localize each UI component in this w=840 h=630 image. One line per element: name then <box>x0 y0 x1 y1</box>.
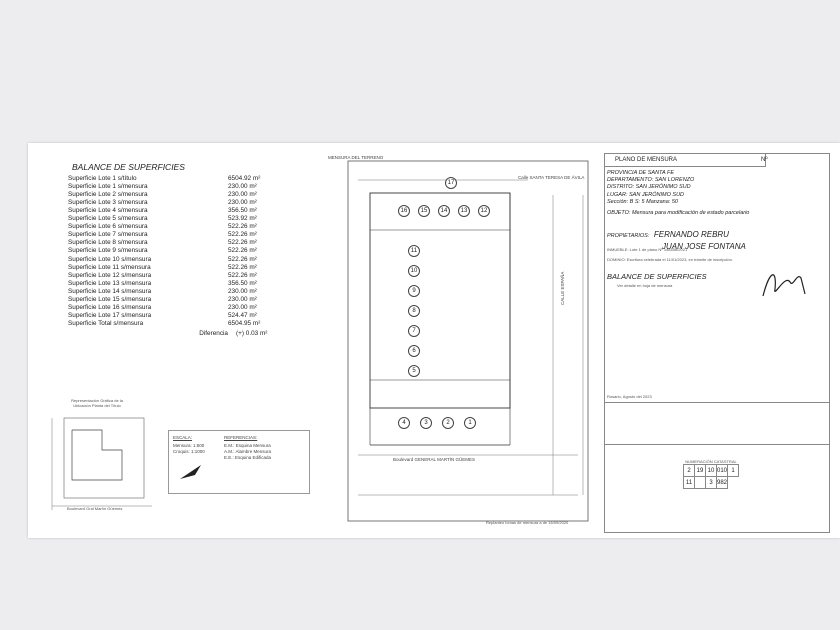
grid-header: NUMERACIÓN CATASTRAL <box>685 459 737 464</box>
balance-row-value: 6504.92 m² <box>228 175 261 183</box>
balance-row-label: Superficie Lote 7 s/mensura <box>68 231 148 239</box>
owner-2: JUAN JOSE FONTANA <box>662 242 746 251</box>
grid-cell: 982 <box>717 477 728 489</box>
location-map <box>42 410 162 515</box>
lot-number: 8 <box>408 305 420 317</box>
lot-number: 13 <box>458 205 470 217</box>
street-bottom: Boulevard GENERAL MARTÍN GÜEMES <box>393 457 476 462</box>
panel-line: DEPARTAMENTO: SAN LORENZO <box>607 177 695 184</box>
balance-table <box>68 163 318 338</box>
lot-number: 7 <box>408 325 420 337</box>
panel-line: PROVINCIA DE SANTA FE <box>607 170 675 176</box>
balance-row-label: Superficie Lote 6 s/mensura <box>68 223 148 231</box>
cadastral-grid <box>683 459 739 489</box>
balance-row <box>68 199 318 207</box>
ref-item-2: A.M.: Alambre Mensura <box>224 449 272 454</box>
lot-number: 15 <box>418 205 430 217</box>
balance-row-label: Superficie Lote 1 s/título <box>68 175 137 183</box>
mensura-label: MENSURA DEL TERRENO <box>328 155 384 160</box>
balance-row <box>68 215 318 223</box>
propietarios-label: PROPIETARIOS: <box>607 233 650 239</box>
lot-number: 1 <box>464 417 476 429</box>
street-right: CALLE ESPAÑA <box>560 271 565 305</box>
balance-row-label: Superficie Lote 8 s/mensura <box>68 239 148 247</box>
balance-row-value: 230.00 m² <box>228 303 257 311</box>
balance-row-label: Superficie Lote 3 s/mensura <box>68 199 148 207</box>
dominio-text: DOMINIO: Escritura celebrada el 11/01/2023, en trámite de inscripción. <box>607 257 733 262</box>
balance-row-label: Superficie Lote 4 s/mensura <box>68 207 148 215</box>
balance-row-value: 230.00 m² <box>228 191 257 199</box>
signature-icon <box>755 264 815 304</box>
balance-row-value: 356.50 m² <box>228 207 257 215</box>
balance-row-value: 523.92 m² <box>228 215 257 223</box>
panel-balance-sub: Ver detalle en hoja de mensura <box>617 283 673 288</box>
objeto-label: OBJETO: <box>607 210 631 216</box>
balance-row <box>68 312 318 320</box>
location-sketch <box>42 398 162 518</box>
difference-value: (+) 0.03 m² <box>236 329 268 337</box>
balance-row-label: Superficie Lote 1 s/mensura <box>68 183 148 191</box>
balance-row <box>68 239 318 247</box>
plan-footer-note: Replanteo lomas de mensura a de 16/09/2020 <box>486 520 569 525</box>
grid-cell: 2 <box>684 465 695 477</box>
balance-row-value: 522.26 m² <box>228 271 257 279</box>
balance-row-value: 522.26 m² <box>228 223 257 231</box>
street-top-right: Calle SANTA TERESA DE ÁVILA <box>518 175 585 180</box>
grid-cell: 3 <box>706 477 717 489</box>
balance-row-label: Superficie Lote 10 s/mensura <box>68 255 152 263</box>
location-title: Representación Gráfica de la Ubicación Planta del Título <box>71 398 123 408</box>
balance-row-label: Superficie Lote 2 s/mensura <box>68 191 148 199</box>
scale-value-1: Mensura: 1:600 <box>173 443 205 448</box>
ref-item-3: E.E.: Esquina Edificada <box>224 455 272 460</box>
balance-row-label: Superficie Lote 14 s/mensura <box>68 287 152 295</box>
balance-row-value: 230.00 m² <box>228 295 257 303</box>
lot-number: 6 <box>408 345 420 357</box>
panel-line: LUGAR: SAN JERÓNIMO SUD <box>607 191 685 198</box>
inmueble-text: INMUEBLE: Lote 1 de plano Nº 148456/2021 <box>607 247 688 252</box>
plano-title: PLANO DE MENSURA <box>605 154 766 167</box>
balance-row-value: 522.26 m² <box>228 263 257 271</box>
balance-row-label: Superficie Lote 5 s/mensura <box>68 215 148 223</box>
balance-row-label: Superficie Lote 17 s/mensura <box>68 311 152 319</box>
grid-cell: 11 <box>684 477 695 489</box>
balance-row <box>68 183 318 191</box>
balance-row-label: Superficie Total s/mensura <box>68 319 144 327</box>
balance-row-value: 230.00 m² <box>228 183 257 191</box>
balance-row <box>68 304 318 312</box>
balance-row <box>68 231 318 239</box>
title-block <box>604 153 830 533</box>
fecha-text: Rosario, Agosto del 2023 <box>607 394 652 399</box>
ref-item-1: E.M.: Esquina Mensura <box>224 443 271 448</box>
balance-row-value: 524.47 m² <box>228 311 257 319</box>
balance-row-label: Superficie Lote 12 s/mensura <box>68 271 152 279</box>
grid-cell: 19 <box>695 465 706 477</box>
lot-number: 16 <box>398 205 410 217</box>
balance-row-label: Superficie Lote 15 s/mensura <box>68 295 152 303</box>
plano-number: Nº <box>761 157 768 163</box>
plan-sheet <box>28 143 840 538</box>
lot-number: 9 <box>408 285 420 297</box>
balance-row <box>68 264 318 272</box>
location-street: Boulevard Gral Martín Güemes <box>67 506 123 511</box>
balance-row-value: 230.00 m² <box>228 199 257 207</box>
lot-number: 14 <box>438 205 450 217</box>
legend-box <box>168 430 310 494</box>
balance-row <box>68 288 318 296</box>
balance-row-value: 6504.95 m² <box>228 319 261 327</box>
grid-cell: 010 <box>717 465 728 477</box>
balance-row <box>68 296 318 304</box>
lot-number: 4 <box>398 417 410 429</box>
grid-cell <box>695 477 706 489</box>
balance-row <box>68 223 318 231</box>
balance-row-value: 522.26 m² <box>228 255 257 263</box>
balance-row <box>68 191 318 199</box>
scale-value-2: Croquis: 1:1000 <box>173 449 205 454</box>
lot-number: 2 <box>442 417 454 429</box>
balance-row <box>68 272 318 280</box>
balance-row <box>68 256 318 264</box>
lot-number: 3 <box>420 417 432 429</box>
lot-number: 5 <box>408 365 420 377</box>
grid-cell: 1 <box>728 465 739 477</box>
balance-row <box>68 280 318 288</box>
lot-number: 10 <box>408 265 420 277</box>
ref-title: REFERENCIAS: <box>224 435 258 440</box>
balance-row <box>68 247 318 255</box>
lot-number: 12 <box>478 205 490 217</box>
panel-line: Sección: B S: 5 Manzana: 50 <box>607 198 678 205</box>
owner-1: FERNANDO REBRU <box>653 230 729 239</box>
balance-row <box>68 207 318 215</box>
grid-cell: 10 <box>706 465 717 477</box>
balance-row-label: Superficie Lote 9 s/mensura <box>68 247 148 255</box>
balance-title: BALANCE DE SUPERFICIES <box>72 162 185 172</box>
balance-row <box>68 175 318 183</box>
balance-row-value: 522.26 m² <box>228 231 257 239</box>
balance-row-value: 230.00 m² <box>228 287 257 295</box>
balance-row-label: Superficie Lote 11 s/mensura <box>68 263 151 271</box>
panel-line: DISTRITO: SAN JERÓNIMO SUD <box>607 184 691 191</box>
balance-row <box>68 320 318 328</box>
balance-row-label: Superficie Lote 16 s/mensura <box>68 303 152 311</box>
difference-label: Diferencia <box>199 329 228 337</box>
lot-number: 17 <box>445 177 457 189</box>
north-arrow-icon <box>177 459 207 484</box>
balance-row-value: 522.26 m² <box>228 247 257 255</box>
survey-plan <box>318 155 598 530</box>
balance-row-value: 356.50 m² <box>228 279 257 287</box>
objeto-value: Mensura para modificación de estado parcelario <box>631 210 750 216</box>
panel-balance-title: BALANCE DE SUPERFICIES <box>607 272 707 281</box>
lot-number: 11 <box>408 245 420 257</box>
balance-row-label: Superficie Lote 13 s/mensura <box>68 279 152 287</box>
scale-title: ESCALA: <box>173 435 193 440</box>
balance-row-value: 522.26 m² <box>228 239 257 247</box>
